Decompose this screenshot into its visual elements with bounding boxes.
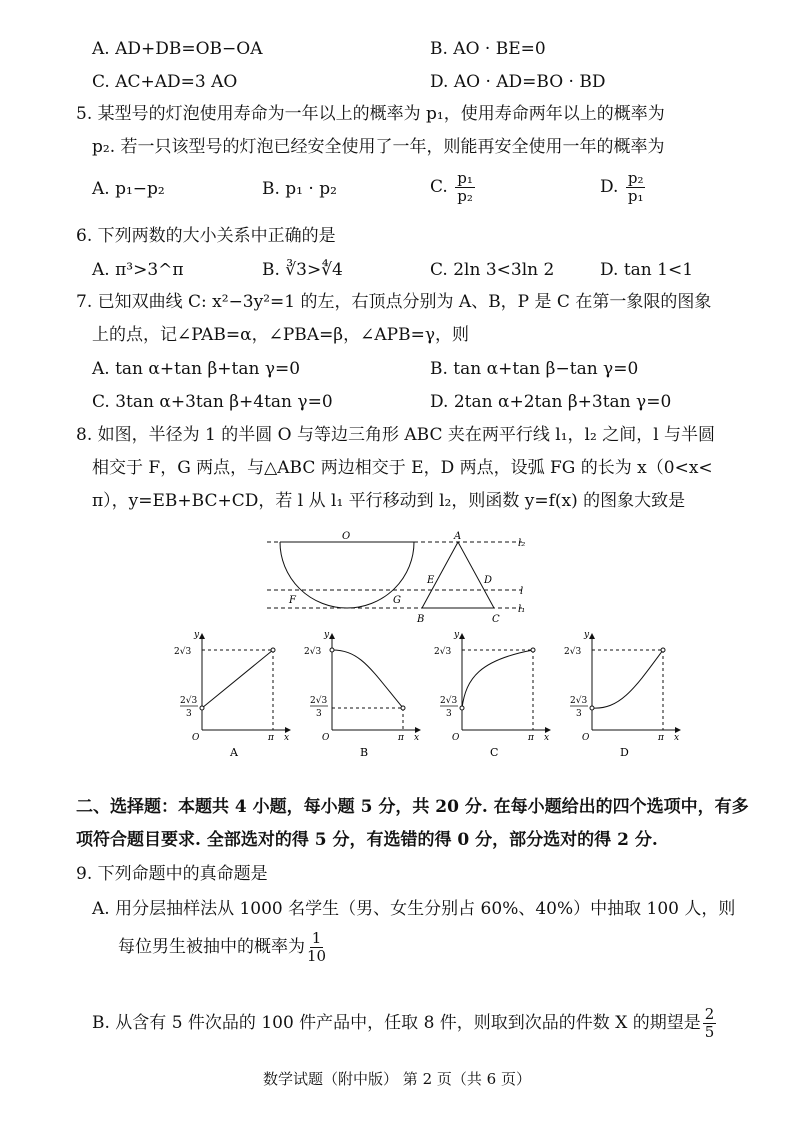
fig-label-b: B	[417, 614, 425, 625]
graph-c	[434, 630, 550, 759]
section2-heading-line1: 二、选择题：本题共 4 小题，每小题 5 分，共 20 分. 在每小题给出的四个选项中，有多	[76, 797, 749, 817]
svg-text:3: 3	[186, 709, 192, 719]
svg-text:2√3: 2√3	[180, 696, 198, 706]
svg-text:y: y	[324, 630, 330, 640]
q9-stem: 9. 下列命题中的真命题是	[76, 864, 268, 884]
svg-text:y: y	[454, 630, 460, 640]
svg-text:y: y	[584, 630, 590, 640]
q9-option-a-line2: 每位男生被抽中的概率为 $\frac{1}{10}$	[118, 929, 327, 965]
q5-option-a: A. p₁−p₂	[92, 179, 165, 199]
q6-option-b: B. ∛3>∜4	[262, 260, 343, 280]
svg-text:O: O	[582, 733, 590, 743]
q6-option-c: C. 2ln 3<3ln 2	[430, 260, 555, 280]
q8-answer-graphs	[160, 628, 690, 760]
svg-text:2√3: 2√3	[570, 696, 588, 706]
graph-c-label: C	[490, 746, 499, 759]
q7-option-b: B. tan α+tan β−tan γ=0	[430, 359, 639, 379]
svg-text:x: x	[284, 733, 290, 743]
q9-option-b: B. 从含有 5 件次品的 100 件产品中，任取 8 件，则取到次品的件数 X 的期望是 $\frac{2}{5}$	[92, 1005, 715, 1041]
q7-option-d: D. 2tan α+2tan β+3tan γ=0	[430, 392, 672, 412]
svg-text:3: 3	[576, 709, 582, 719]
svg-text:2√3: 2√3	[440, 696, 458, 706]
fig-label-f: F	[289, 595, 296, 606]
fig-label-a: A	[454, 531, 462, 542]
q6-stem: 6. 下列两数的大小关系中正确的是	[76, 226, 336, 246]
q7-option-c: C. 3tan α+3tan β+4tan γ=0	[92, 392, 333, 412]
fig-label-e: E	[427, 575, 435, 586]
q5-option-d: D. $\frac{\text{p₂}}{\text{p₁}}$	[600, 169, 644, 205]
svg-text:2√3: 2√3	[174, 647, 192, 657]
q4-option-a: A. AD+DB=OB−OA	[92, 39, 263, 59]
fig-label-l2: l₂	[518, 538, 526, 549]
graph-a-label: A	[230, 746, 238, 759]
svg-text:π: π	[268, 733, 274, 743]
q5-option-c: C. $\frac{\text{p₁}}{\text{p₂}}$	[430, 169, 473, 205]
q7-stem-line2: 上的点，记∠PAB=α，∠PBA=β，∠APB=γ，则	[92, 325, 469, 345]
q4-option-d: D. AO · AD=BO · BD	[430, 72, 606, 92]
graph-b-label: B	[360, 746, 369, 759]
svg-text:x: x	[674, 733, 680, 743]
q8-stem-line2: 相交于 F，G 两点，与△ABC 两边相交于 E，D 两点，设弧 FG 的长为 x（0<x<	[92, 458, 713, 478]
page-footer: 数学试题（附中版） 第 2 页（共 6 页）	[263, 1070, 531, 1088]
svg-text:O: O	[322, 733, 330, 743]
svg-text:π: π	[528, 733, 534, 743]
graph-b	[304, 630, 420, 759]
q9-option-a-line1: A. 用分层抽样法从 1000 名学生（男、女生分别占 60%、40%）中抽取 100 人，则	[92, 899, 736, 919]
q7-stem-line1: 7. 已知双曲线 C: x²−3y²=1 的左，右顶点分别为 A、B，P 是 C 在第一象限的图象	[76, 292, 712, 312]
fig-label-g: G	[393, 595, 401, 606]
svg-text:y: y	[194, 630, 200, 640]
svg-text:π: π	[658, 733, 664, 743]
svg-text:O: O	[452, 733, 460, 743]
section2-heading-line2: 项符合题目要求. 全部选对的得 5 分，有选错的得 0 分，部分选对的得 2 分.	[76, 830, 658, 850]
graph-d	[564, 630, 680, 759]
svg-text:π: π	[398, 733, 404, 743]
q5-stem-line1: 5. 某型号的灯泡使用寿命为一年以上的概率为 p₁，使用寿命两年以上的概率为	[76, 104, 665, 124]
svg-text:3: 3	[446, 709, 452, 719]
q7-option-a: A. tan α+tan β+tan γ=0	[92, 359, 301, 379]
q4-option-b: B. AO · BE=0	[430, 39, 546, 59]
fig-label-c: C	[492, 614, 500, 625]
svg-text:x: x	[414, 733, 420, 743]
q5-option-b: B. p₁ · p₂	[262, 179, 337, 199]
q8-stem-line3: π），y=EB+BC+CD，若 l 从 l₁ 平行移动到 l₂，则函数 y=f(x) 的图象大致是	[92, 491, 686, 511]
q5-stem-line2: p₂. 若一只该型号的灯泡已经安全使用了一年，则能再安全使用一年的概率为	[92, 137, 665, 157]
q8-figure	[262, 528, 532, 628]
q6-option-a: A. π³>3^π	[92, 260, 184, 280]
fig-label-o: O	[342, 531, 351, 542]
svg-text:O: O	[192, 733, 200, 743]
graph-d-label: D	[620, 746, 629, 759]
fig-label-l1: l₁	[518, 604, 526, 615]
svg-text:x: x	[544, 733, 550, 743]
svg-text:2√3: 2√3	[310, 696, 328, 706]
q6-option-d: D. tan 1<1	[600, 260, 694, 280]
q8-stem-line1: 8. 如图，半径为 1 的半圆 O 与等边三角形 ABC 夹在两平行线 l₁，l₂ 之间，l 与半圆	[76, 425, 716, 445]
graph-a	[174, 630, 290, 759]
svg-text:3: 3	[316, 709, 322, 719]
svg-text:2√3: 2√3	[564, 647, 582, 657]
q4-option-c: C. AC+AD=3 AO	[92, 72, 238, 92]
svg-text:2√3: 2√3	[304, 647, 322, 657]
fig-label-d: D	[484, 575, 493, 586]
svg-text:2√3: 2√3	[434, 647, 452, 657]
fig-label-l: l	[520, 586, 524, 597]
